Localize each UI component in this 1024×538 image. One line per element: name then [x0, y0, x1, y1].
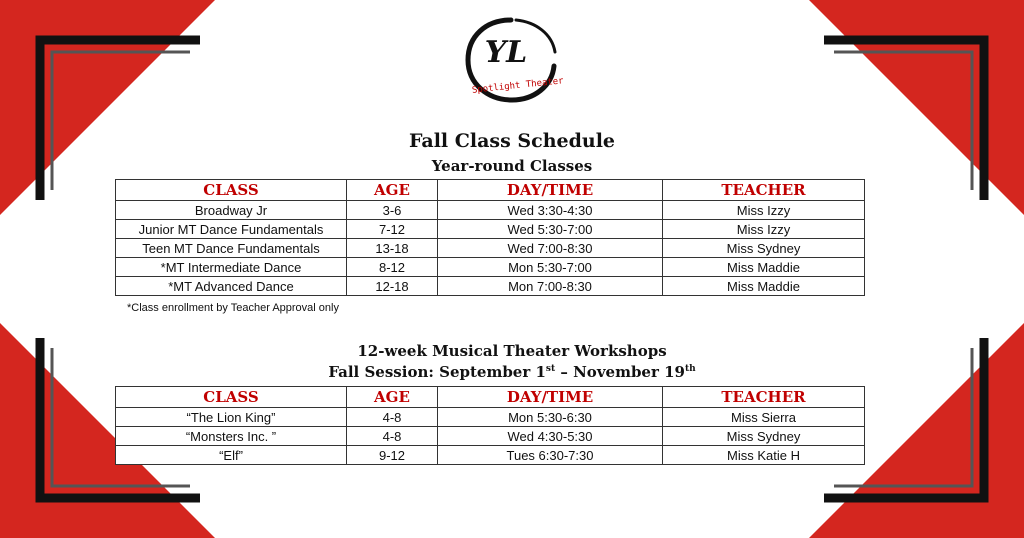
age-cell: 3-6	[347, 201, 438, 220]
day-time-cell: Wed 5:30-7:00	[438, 220, 663, 239]
day-time-cell: Tues 6:30-7:30	[438, 446, 663, 465]
age-cell: 4-8	[347, 427, 438, 446]
class-cell: Broadway Jr	[116, 201, 347, 220]
age-cell: 12-18	[347, 277, 438, 296]
class-cell: Teen MT Dance Fundamentals	[116, 239, 347, 258]
day-time-cell: Mon 5:30-7:00	[438, 258, 663, 277]
enrollment-note: *Class enrollment by Teacher Approval only	[127, 302, 339, 314]
teacher-cell: Miss Sydney	[663, 427, 865, 446]
class-cell: Junior MT Dance Fundamentals	[116, 220, 347, 239]
spotlight-theater-logo	[456, 14, 566, 106]
table-row	[116, 446, 865, 465]
table-header-row	[116, 180, 865, 201]
table-row	[116, 427, 865, 446]
column-header-age: AGE	[347, 387, 438, 408]
class-cell: “Elf”	[116, 446, 347, 465]
table-row	[116, 258, 865, 277]
teacher-cell: Miss Sierra	[663, 408, 865, 427]
column-header-age: AGE	[347, 180, 438, 201]
teacher-cell: Miss Sydney	[663, 239, 865, 258]
age-cell: 13-18	[347, 239, 438, 258]
column-header-class: CLASS	[116, 180, 347, 201]
class-cell: “Monsters Inc. ”	[116, 427, 347, 446]
teacher-cell: Miss Maddie	[663, 258, 865, 277]
day-time-cell: Wed 4:30-5:30	[438, 427, 663, 446]
column-header-day-time: DAY/TIME	[438, 387, 663, 408]
year-round-schedule-table	[115, 179, 865, 296]
logo-tagline: Spotlight Theater	[471, 76, 565, 96]
class-cell: “The Lion King”	[116, 408, 347, 427]
day-time-cell: Mon 5:30-6:30	[438, 408, 663, 427]
column-header-teacher: TEACHER	[663, 387, 865, 408]
logo-initials: YL	[484, 35, 528, 70]
year-round-heading: Year-round Classes	[431, 157, 593, 175]
page-title: Fall Class Schedule	[408, 130, 616, 152]
session-dates	[0, 363, 1024, 381]
age-cell: 9-12	[347, 446, 438, 465]
age-cell: 8-12	[347, 258, 438, 277]
table-row	[116, 408, 865, 427]
day-time-cell: Mon 7:00-8:30	[438, 277, 663, 296]
column-header-teacher: TEACHER	[663, 180, 865, 201]
workshops-heading: 12-week Musical Theater Workshops	[357, 342, 667, 360]
day-time-cell: Wed 3:30-4:30	[438, 201, 663, 220]
class-cell: *MT Advanced Dance	[116, 277, 347, 296]
class-cell: *MT Intermediate Dance	[116, 258, 347, 277]
workshops-schedule-table	[115, 386, 865, 465]
table-row	[116, 201, 865, 220]
table-row	[116, 277, 865, 296]
table-row	[116, 239, 865, 258]
session-middle: – November 19	[555, 363, 685, 381]
column-header-day-time: DAY/TIME	[438, 180, 663, 201]
day-time-cell: Wed 7:00-8:30	[438, 239, 663, 258]
table-row	[116, 220, 865, 239]
table-header-row	[116, 387, 865, 408]
age-cell: 7-12	[347, 220, 438, 239]
teacher-cell: Miss Katie H	[663, 446, 865, 465]
teacher-cell: Miss Izzy	[663, 201, 865, 220]
age-cell: 4-8	[347, 408, 438, 427]
column-header-class: CLASS	[116, 387, 347, 408]
session-ordinal-start: st	[545, 364, 556, 374]
teacher-cell: Miss Maddie	[663, 277, 865, 296]
session-ordinal-end: th	[684, 364, 696, 374]
session-prefix: Fall Session: September 1	[328, 363, 546, 381]
teacher-cell: Miss Izzy	[663, 220, 865, 239]
